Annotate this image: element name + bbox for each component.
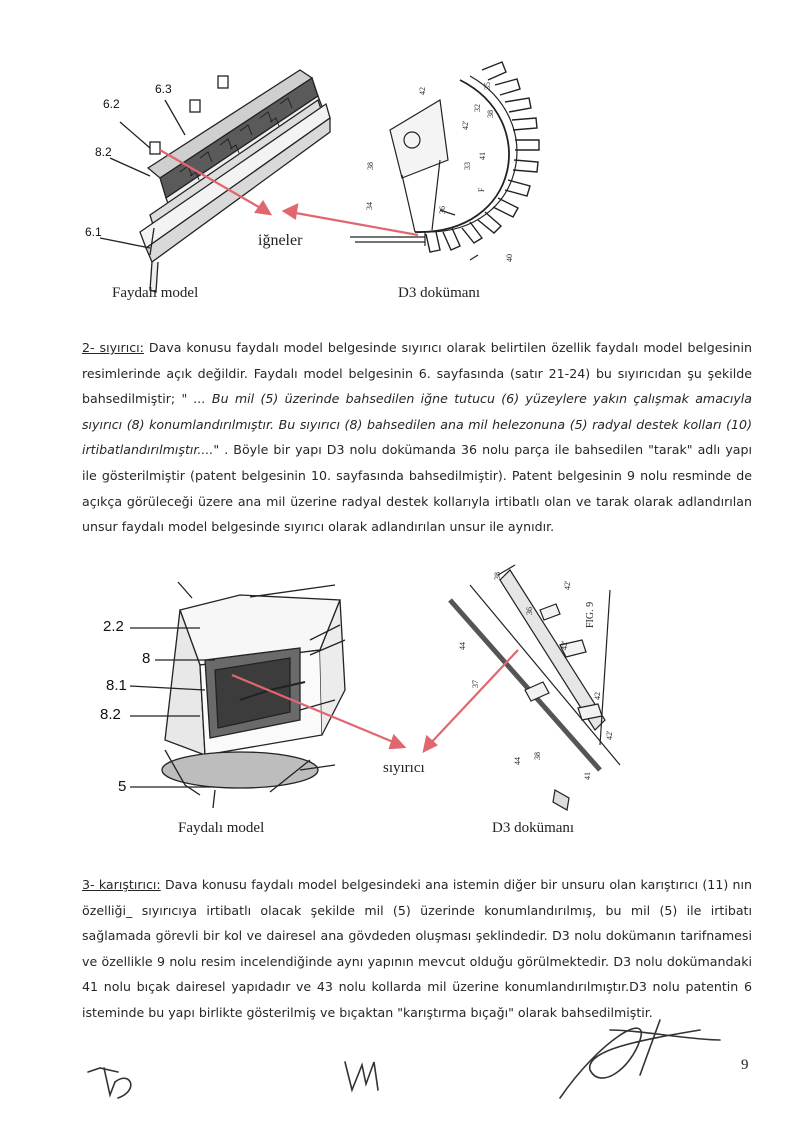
svg-text:38: 38 (486, 110, 495, 118)
label-5: 5 (118, 778, 127, 795)
section-3-heading: 3- karıştırıcı: (82, 877, 161, 892)
svg-text:38: 38 (533, 752, 542, 760)
label-6-2: 6.2 (103, 97, 120, 111)
label-8-2b: 8.2 (100, 706, 121, 723)
annotation-scraper: sıyırıcı (383, 760, 425, 776)
label-6-1: 6.1 (85, 225, 102, 239)
label-8-2: 8.2 (95, 145, 112, 159)
svg-text:41: 41 (583, 772, 592, 780)
svg-text:35: 35 (483, 82, 492, 90)
svg-text:41: 41 (478, 152, 487, 160)
svg-text:42': 42' (461, 120, 470, 130)
svg-text:44: 44 (513, 757, 522, 765)
label-8-1: 8.1 (106, 677, 127, 694)
svg-text:44: 44 (458, 642, 467, 650)
section-2-quote: " ... Bu mil (5) üzerinde bahsedilen iğne tutucu (6) yüzeylere yakın çalışmak amacıyla sıyırıcı (8) konumlandırılmıştır. Bu sıyırıcı (8) bahsedilen ana mil helezonuna (5) radyal destek kolları (10) irtibatlandırılmıştır...." (82, 391, 752, 458)
svg-text:42': 42' (560, 640, 569, 650)
page-number: 9 (741, 1057, 749, 1073)
caption-utility-model-2: Faydalı model (178, 820, 265, 836)
svg-text:32: 32 (473, 104, 482, 112)
caption-d3-document-2: D3 dokümanı (492, 820, 575, 836)
svg-text:42: 42 (418, 87, 427, 95)
label-6-3: 6.3 (155, 82, 172, 96)
fig-9-tag: FIG. 9 (585, 601, 596, 628)
svg-text:40: 40 (505, 254, 514, 262)
section-2-text-a: Dava konusu faydalı model belgesinde sıyırıcı olarak belirtilen özellik faydalı model belgesinin resimlerinde açık değildir. Faydalı model belgesinin 6. sayfasında (satır 21-24) bu sıyırıcıdan şu şekilde bahsedilmiştir; (82, 340, 752, 407)
svg-text:42': 42' (563, 580, 572, 590)
section-2-text-b: . Böyle bir yapı D3 nolu dokümanda 36 nolu parça ile bahsedilen "tarak" adlı yapı ile gösterilmiştir (patent belgesinin 10. sayfasında bahsedilmiştir). Patent belgesinin 9 nolu resminde de açıkça görüleceği üzere ana mil üzerine radyal destek kollarıyla irtibatlı olan ve tarak olarak adlandırılan unsur faydalı model belgesinde sıyırıcı olarak adlandırılan unsur ile aynıdır. (82, 442, 752, 535)
caption-d3-document-1: D3 dokümanı (398, 285, 481, 301)
svg-text:38: 38 (493, 572, 502, 580)
svg-text:34: 34 (365, 202, 374, 210)
svg-text:42': 42' (605, 730, 614, 740)
section-3-text: Dava konusu faydalı model belgesindeki ana istemin diğer bir unsuru olan karıştırıcı (11) nın özelliği_ sıyırıcıya irtibatlı olacak şekilde mil (5) üzerinde konumlandırılmış, bu mil (5) ile irtibatı sağlamada görevli bir kol ve dairesel ana gövdeden oluşması şeklindedir. D3 nolu dokümanın tarifnamesi ve özellikle 9 nolu resim incelendiğinde aynı yapının mevcut olduğu görülmektedir. D3 nolu dokümandaki 41 nolu bıçak dairesel yapıdadır ve 43 nolu kollarda mil üzerine konumlandırılmıştır.D3 nolu patentin 6 isteminde bu yapı birlikte gösterilmiş ve bıçaktan "karıştırma bıçağı" olarak bahsedilmiştir. (82, 877, 752, 1020)
label-2-2: 2.2 (103, 618, 124, 635)
caption-utility-model-1: Faydalı model (112, 285, 199, 301)
annotation-needles: iğneler (258, 232, 303, 249)
svg-text:37: 37 (471, 680, 480, 688)
svg-text:42: 42 (593, 692, 602, 700)
label-8: 8 (142, 650, 151, 667)
svg-text:F: F (477, 187, 486, 192)
svg-text:33: 33 (463, 162, 472, 170)
svg-text:38: 38 (366, 162, 375, 170)
initials-left-stroke-1 (88, 1068, 118, 1072)
section-2-heading: 2- sıyırıcı: (82, 340, 144, 355)
svg-text:36: 36 (525, 607, 534, 615)
svg-text:36: 36 (438, 206, 447, 214)
